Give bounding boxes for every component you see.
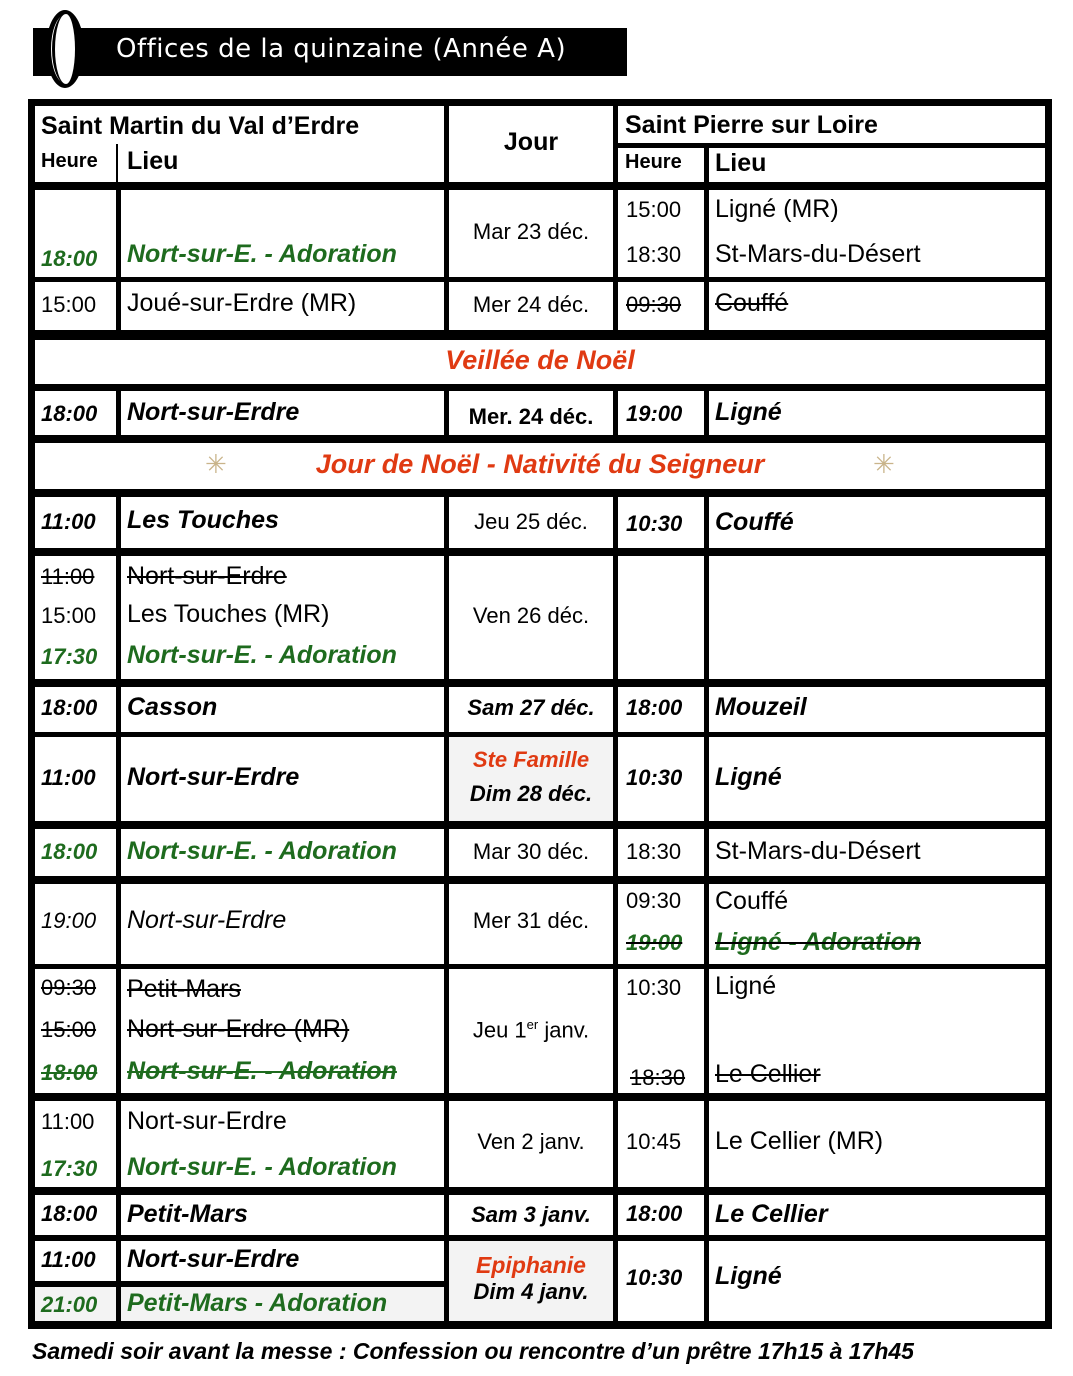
day: Ven 2 janv. xyxy=(477,1129,585,1154)
star-icon: ✳ xyxy=(873,449,895,479)
day: Mer 24 déc. xyxy=(472,292,590,317)
header-left-parish xyxy=(35,106,444,144)
row8-left-time xyxy=(35,829,116,876)
cancelled-place: Couffé xyxy=(715,289,789,317)
row2-left-time xyxy=(35,282,116,330)
cancelled-time: 19:00 xyxy=(626,930,683,955)
left-parish-name: Saint Martin du Val d’Erdre xyxy=(41,112,360,140)
day-label: Jour xyxy=(503,128,559,156)
row8-right-place xyxy=(709,829,1045,876)
row7-day xyxy=(449,737,613,821)
row11-left-place xyxy=(121,1101,444,1187)
place: Joué-sur-Erdre (MR) xyxy=(127,289,357,317)
row1-right-time xyxy=(618,190,704,277)
header-day xyxy=(449,106,613,182)
row12-left-time xyxy=(35,1195,116,1235)
day-ordinal: er xyxy=(526,1017,539,1032)
place: Nort-sur-E. - Adoration xyxy=(127,1153,397,1181)
time: 11:00 xyxy=(41,1109,95,1134)
cancelled-time: 09:30 xyxy=(626,292,682,317)
row2-right-place xyxy=(709,282,1045,330)
row13-left-place-2 xyxy=(121,1287,444,1321)
place: Nort-sur-E. - Adoration xyxy=(127,240,397,268)
cancelled-place: Petit-Mars xyxy=(127,975,241,1003)
row8-day xyxy=(449,829,613,876)
row13-day xyxy=(449,1241,613,1321)
place: Nort-sur-Erdre xyxy=(127,906,287,934)
confession-note: Samedi soir avant la messe : Confession ou rencontre d’un prêtre 17h15 à 17h45 xyxy=(32,1338,914,1364)
row13-left-place-1 xyxy=(121,1241,444,1281)
day-suffix: janv. xyxy=(538,1017,590,1043)
time: 17:30 xyxy=(41,644,98,669)
day: Dim 28 déc. xyxy=(469,781,593,806)
row13-left-time-2 xyxy=(35,1287,116,1321)
cancelled-place: Ligné - Adoration xyxy=(715,928,921,956)
row6-left-place xyxy=(121,687,444,732)
page-title: Offices de la quinzaine (Année A) xyxy=(116,34,567,64)
time: 18:00 xyxy=(41,695,98,720)
row6-day xyxy=(449,687,613,732)
feast-name: Epiphanie xyxy=(476,1252,586,1278)
place: St-Mars-du-Désert xyxy=(715,240,921,268)
header-right-lieu xyxy=(709,148,1045,182)
day xyxy=(449,1017,613,1043)
row4-left-place xyxy=(121,497,444,548)
header-left-lieu xyxy=(118,144,444,182)
row6-right-time xyxy=(618,687,704,732)
row12-right-time xyxy=(618,1195,704,1235)
row4-day xyxy=(449,497,613,548)
row10-right-place xyxy=(709,969,1045,1093)
place: Les Touches (MR) xyxy=(127,600,330,628)
row6-left-time xyxy=(35,687,116,732)
row4-right-time xyxy=(618,497,704,548)
time: 11:00 xyxy=(41,1247,96,1272)
time: 17:30 xyxy=(41,1156,98,1181)
row7-left-place xyxy=(121,737,444,821)
row3-left-time xyxy=(35,391,116,435)
time: 10:30 xyxy=(626,1265,683,1290)
place: Couffé xyxy=(715,887,789,915)
time: 11:00 xyxy=(41,765,96,790)
time: 18:00 xyxy=(626,1201,683,1226)
row7-right-place xyxy=(709,737,1045,821)
row1-left-time xyxy=(35,190,116,277)
place: Petit-Mars xyxy=(127,1200,248,1228)
time: 18:00 xyxy=(41,401,98,426)
veillee-banner xyxy=(35,340,1045,384)
cancelled-time: 11:00 xyxy=(41,564,95,589)
place: Nort-sur-E. - Adoration xyxy=(127,837,397,865)
schedule-table xyxy=(28,99,1052,1329)
right-lieu-label: Lieu xyxy=(715,149,767,177)
place: Casson xyxy=(127,693,218,721)
row12-day xyxy=(449,1195,613,1235)
row8-left-place xyxy=(121,829,444,876)
time: 18:00 xyxy=(41,1201,98,1226)
day: Jeu 25 déc. xyxy=(474,509,588,534)
row10-left-time xyxy=(35,969,116,1093)
row1-left-place xyxy=(121,190,444,277)
row11-left-time xyxy=(35,1101,116,1187)
header-right-heure xyxy=(618,148,704,182)
row11-right-place xyxy=(709,1101,1045,1187)
place: Ligné (MR) xyxy=(715,195,839,223)
day: Sam 3 janv. xyxy=(471,1202,591,1227)
noel-title: Jour de Noël - Nativité du Seigneur xyxy=(315,449,765,479)
day: Sam 27 déc. xyxy=(467,695,595,720)
noel-banner xyxy=(35,443,1045,489)
day: Mer. 24 déc. xyxy=(468,404,594,429)
cancelled-place: Le Cellier xyxy=(715,1060,821,1088)
place: Mouzeil xyxy=(715,693,807,721)
place: Ligné xyxy=(715,972,777,1000)
time: 18:00 xyxy=(41,839,98,864)
cancelled-time: 18:00 xyxy=(41,1060,98,1085)
row13-left-time-1 xyxy=(35,1241,116,1281)
row5-left-time xyxy=(35,556,116,679)
row10-day xyxy=(449,969,613,1093)
row4-right-place xyxy=(709,497,1045,548)
time: 09:30 xyxy=(626,888,682,913)
day: Mar 23 déc. xyxy=(472,219,590,244)
title-ring-inner-decoration xyxy=(52,14,80,84)
row13-right-place xyxy=(709,1241,1045,1321)
header-left-heure xyxy=(35,144,116,182)
left-heure-label: Heure xyxy=(41,150,98,172)
place: Les Touches xyxy=(127,506,279,534)
place: Le Cellier xyxy=(715,1200,828,1228)
feast-name: Ste Famille xyxy=(472,747,590,772)
row12-left-place xyxy=(121,1195,444,1235)
day: Dim 4 janv. xyxy=(473,1279,589,1304)
row3-left-place xyxy=(121,391,444,435)
row5-right-place xyxy=(709,556,1045,679)
place: Le Cellier (MR) xyxy=(715,1127,884,1155)
row7-left-time xyxy=(35,737,116,821)
row9-right-place xyxy=(709,884,1045,964)
day: Ven 26 déc. xyxy=(472,603,590,628)
time: 18:30 xyxy=(626,839,682,864)
row2-left-place xyxy=(121,282,444,330)
row8-right-time xyxy=(618,829,704,876)
time: 18:30 xyxy=(626,242,682,267)
place: Couffé xyxy=(715,508,794,536)
row9-left-time xyxy=(35,884,116,964)
time: 19:00 xyxy=(626,401,683,426)
place: Nort-sur-Erdre xyxy=(127,1107,287,1135)
place: Petit-Mars - Adoration xyxy=(127,1289,388,1317)
place: Ligné xyxy=(715,398,782,426)
header-right-parish xyxy=(618,106,1045,143)
row1-right-place xyxy=(709,190,1045,277)
time: 10:30 xyxy=(626,511,683,536)
place: Nort-sur-Erdre xyxy=(127,763,300,791)
left-lieu-label: Lieu xyxy=(127,147,179,175)
row5-day xyxy=(449,556,613,679)
time: 10:30 xyxy=(626,765,683,790)
row1-day xyxy=(449,190,613,277)
row3-right-place xyxy=(709,391,1045,435)
row11-right-time xyxy=(618,1101,704,1187)
time: 10:30 xyxy=(626,975,682,1000)
day: Mer 31 déc. xyxy=(472,908,590,933)
star-icon: ✳ xyxy=(205,449,227,479)
row5-left-place xyxy=(121,556,444,679)
time: 18:00 xyxy=(41,246,98,271)
time: 15:00 xyxy=(41,292,97,317)
place: Nort-sur-Erdre xyxy=(127,398,300,426)
place: Ligné xyxy=(715,763,782,791)
cancelled-place: Nort-sur-Erdre xyxy=(127,562,287,590)
cancelled-time: 18:30 xyxy=(630,1065,686,1090)
veillee-title: Veillée de Noël xyxy=(445,345,635,375)
time: 15:00 xyxy=(41,603,97,628)
row10-left-place xyxy=(121,969,444,1093)
row9-left-place xyxy=(121,884,444,964)
cancelled-time: 09:30 xyxy=(41,975,97,1000)
row2-day xyxy=(449,282,613,330)
row5-right-time xyxy=(618,556,704,679)
row13-right-time xyxy=(618,1241,704,1321)
day: Mar 30 déc. xyxy=(472,839,590,864)
row11-day xyxy=(449,1101,613,1187)
row7-right-time xyxy=(618,737,704,821)
cancelled-place: Nort-sur-E. - Adoration xyxy=(127,1057,397,1085)
right-parish-name: Saint Pierre sur Loire xyxy=(625,111,878,139)
time: 19:00 xyxy=(41,908,97,933)
row3-right-time xyxy=(618,391,704,435)
place: Nort-sur-Erdre xyxy=(127,1245,300,1273)
time: 18:00 xyxy=(626,695,683,720)
row3-day xyxy=(449,391,613,435)
row10-right-time xyxy=(618,969,704,1093)
place: St-Mars-du-Désert xyxy=(715,837,921,865)
place: Nort-sur-E. - Adoration xyxy=(127,641,397,669)
time: 15:00 xyxy=(626,197,682,222)
row9-right-time xyxy=(618,884,704,964)
row9-day xyxy=(449,884,613,964)
time: 11:00 xyxy=(41,509,96,534)
row4-left-time xyxy=(35,497,116,548)
row12-right-place xyxy=(709,1195,1045,1235)
place: Ligné xyxy=(715,1262,782,1290)
day-prefix: Jeu 1 xyxy=(472,1017,527,1043)
right-heure-label: Heure xyxy=(625,151,682,173)
time: 21:00 xyxy=(41,1292,98,1317)
time: 10:45 xyxy=(626,1129,682,1154)
cancelled-time: 15:00 xyxy=(41,1017,97,1042)
row2-right-time xyxy=(618,282,704,330)
cancelled-place: Nort-sur-Erdre (MR) xyxy=(127,1015,350,1043)
row6-right-place xyxy=(709,687,1045,732)
